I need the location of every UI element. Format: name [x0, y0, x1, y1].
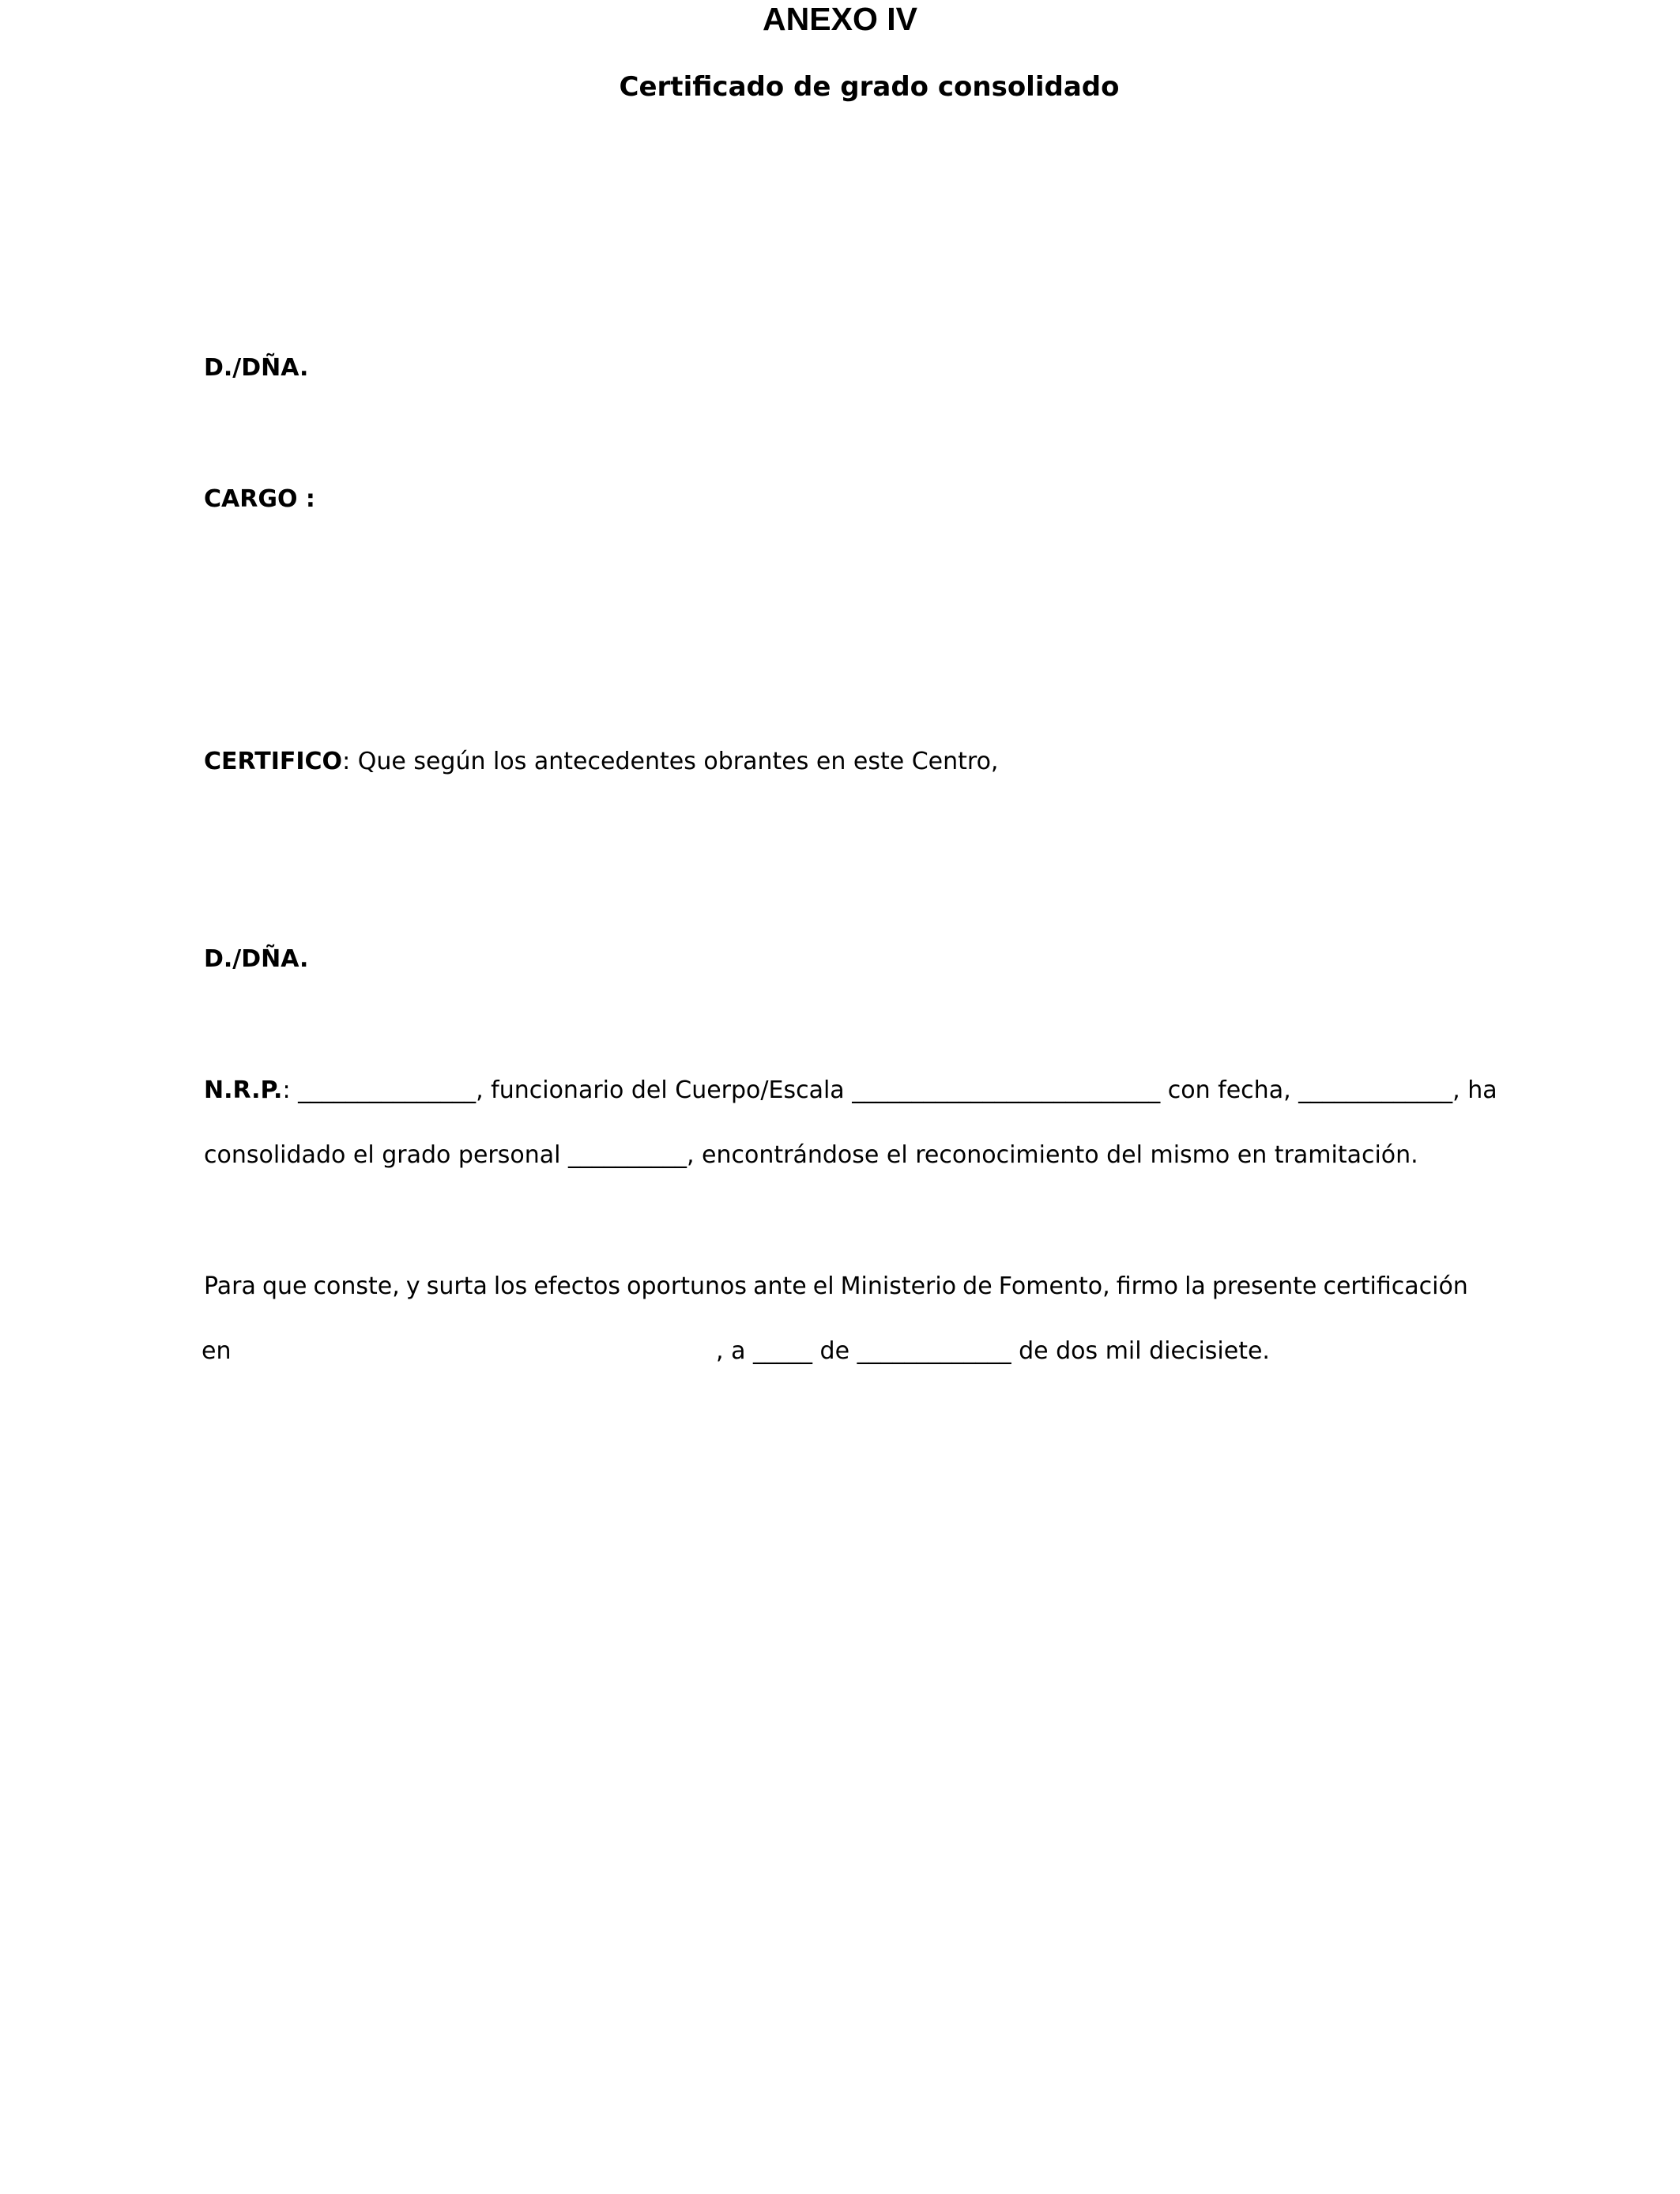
- closing-word: de: [962, 1272, 993, 1300]
- grade-line: consolidado el grado personal __________, encontrándose el reconocimiento del mismo en tramitación.: [204, 1141, 1418, 1169]
- closing-word: la: [1185, 1272, 1206, 1300]
- subject-name-label: D./DÑA.: [204, 945, 309, 973]
- closing-word: oportunos: [627, 1272, 747, 1300]
- certifier-position-label: CARGO :: [204, 485, 315, 513]
- closing-word: el: [812, 1272, 834, 1300]
- closing-word: los: [493, 1272, 528, 1300]
- closing-line: [204, 1271, 1468, 1302]
- nrp-label: N.R.P.: [204, 1076, 283, 1104]
- closing-word: conste,: [313, 1272, 400, 1300]
- closing-word: surta: [426, 1272, 488, 1300]
- date-line: , a _____ de _____________ de dos mil diecisiete.: [716, 1337, 1270, 1365]
- document-title: Certificado de grado consolidado: [619, 71, 1120, 103]
- annex-heading: ANEXO IV: [763, 1, 917, 37]
- place-prefix: en: [202, 1337, 232, 1365]
- closing-word: Para: [204, 1272, 256, 1300]
- closing-word: certificación: [1323, 1272, 1468, 1300]
- certify-label: CERTIFICO: [204, 748, 343, 775]
- closing-word: ante: [753, 1272, 807, 1300]
- certify-text: : Que según los antecedentes obrantes en este Centro,: [342, 748, 999, 775]
- closing-word: Fomento,: [998, 1272, 1110, 1300]
- certifier-name-label: D./DÑA.: [204, 354, 309, 382]
- closing-word: Ministerio: [840, 1272, 957, 1300]
- nrp-line: [204, 1075, 1497, 1106]
- closing-word: presente: [1211, 1272, 1317, 1300]
- closing-word: firmo: [1116, 1272, 1178, 1300]
- closing-word: y: [405, 1272, 420, 1300]
- nrp-line-text: : _______________, funcionario del Cuerpo/Escala __________________________ con fecha, _____________, ha: [282, 1076, 1497, 1104]
- closing-word: que: [262, 1272, 307, 1300]
- closing-word: efectos: [533, 1272, 621, 1300]
- certify-statement: [204, 746, 998, 778]
